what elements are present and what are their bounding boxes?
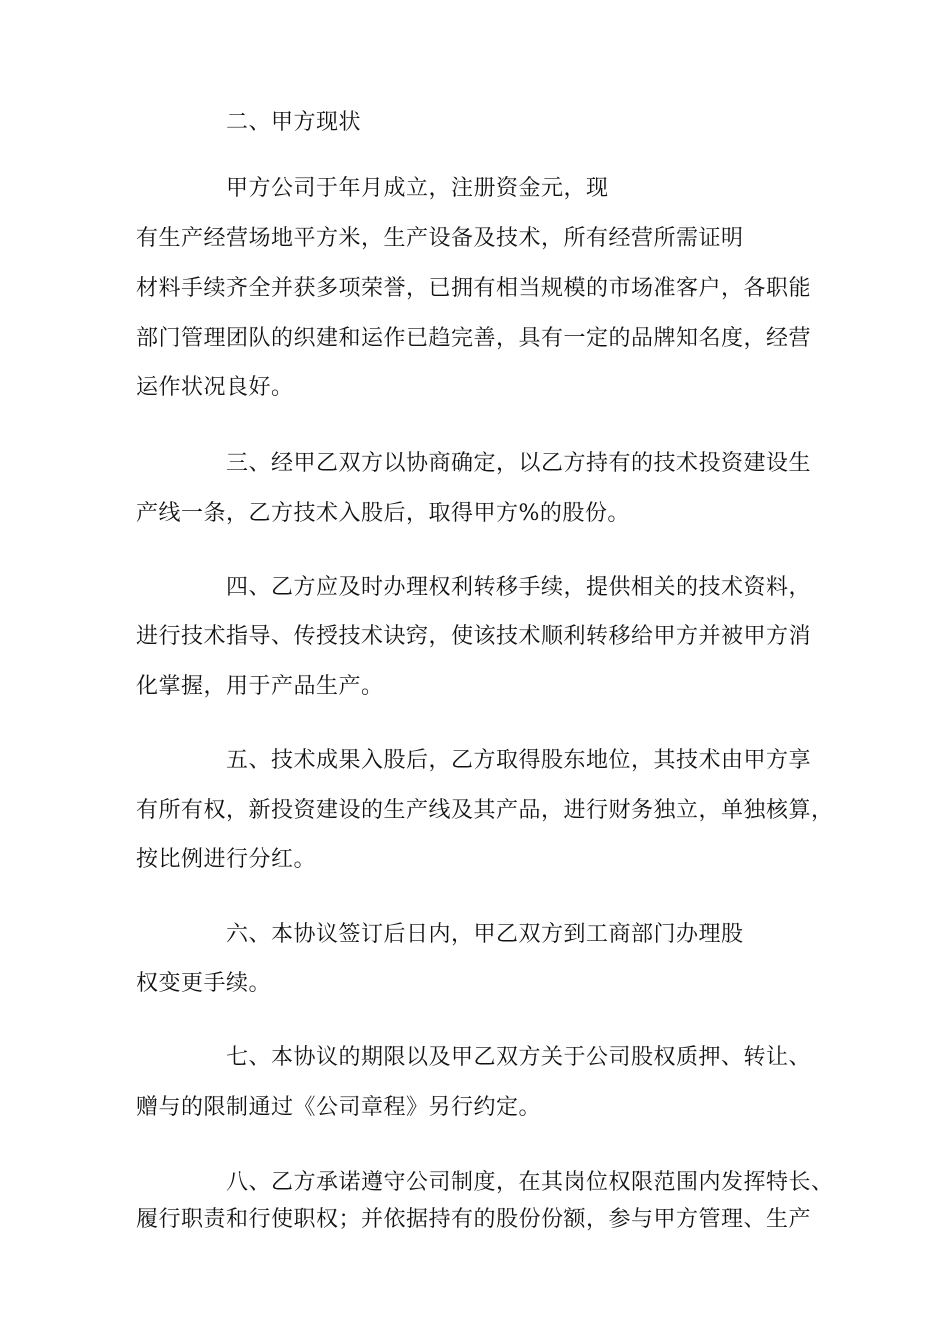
paragraph-line: 七、本协议的期限以及甲乙双方关于公司股权质押、转让、 xyxy=(226,1045,812,1070)
paragraph-line: 权变更手续。 xyxy=(136,971,272,996)
paragraph-line: 化掌握，用于产品生产。 xyxy=(136,674,384,699)
paragraph-line: 履行职责和行使职权；并依据持有的股份份额，参与甲方管理、生产 xyxy=(136,1207,812,1232)
paragraph-line: 按比例进行分红。 xyxy=(136,847,317,872)
paragraph-line: 六、本协议签订后日内，甲乙双方到工商部门办理股 xyxy=(226,922,744,947)
paragraph-line: 部门管理团队的织建和运作已趋完善，具有一定的品牌知名度，经营 xyxy=(136,326,812,351)
paragraph-line: 有生产经营场地平方米，生产设备及技术，所有经营所需证明 xyxy=(136,226,744,251)
paragraph-line: 运作状况良好。 xyxy=(136,375,294,400)
paragraph-line: 进行技术指导、传授技术诀窍，使该技术顺利转移给甲方并被甲方消 xyxy=(136,624,812,649)
paragraph-line: 赠与的限制通过《公司章程》另行约定。 xyxy=(136,1095,542,1120)
paragraph-line: 有所有权，新投资建设的生产线及其产品，进行财务独立，单独核算， xyxy=(136,798,834,823)
paragraph-line: 三、经甲乙双方以协商确定，以乙方持有的技术投资建设生 xyxy=(226,451,812,476)
paragraph-line: 产线一条，乙方技术入股后，取得甲方%的股份。 xyxy=(136,501,630,526)
paragraph-line: 材料手续齐全并获多项荣誉，已拥有相当规模的市场准客户，各职能 xyxy=(136,276,812,301)
paragraph-line: 甲方公司于年月成立，注册资金元，现 xyxy=(226,176,609,201)
section-heading-2: 二、甲方现状 xyxy=(226,110,362,135)
paragraph-line: 八、乙方承诺遵守公司制度，在其岗位权限范围内发挥特长、 xyxy=(226,1170,834,1195)
paragraph-line: 四、乙方应及时办理权利转移手续，提供相关的技术资料， xyxy=(226,575,812,600)
paragraph-line: 五、技术成果入股后，乙方取得股东地位，其技术由甲方享 xyxy=(226,748,812,773)
